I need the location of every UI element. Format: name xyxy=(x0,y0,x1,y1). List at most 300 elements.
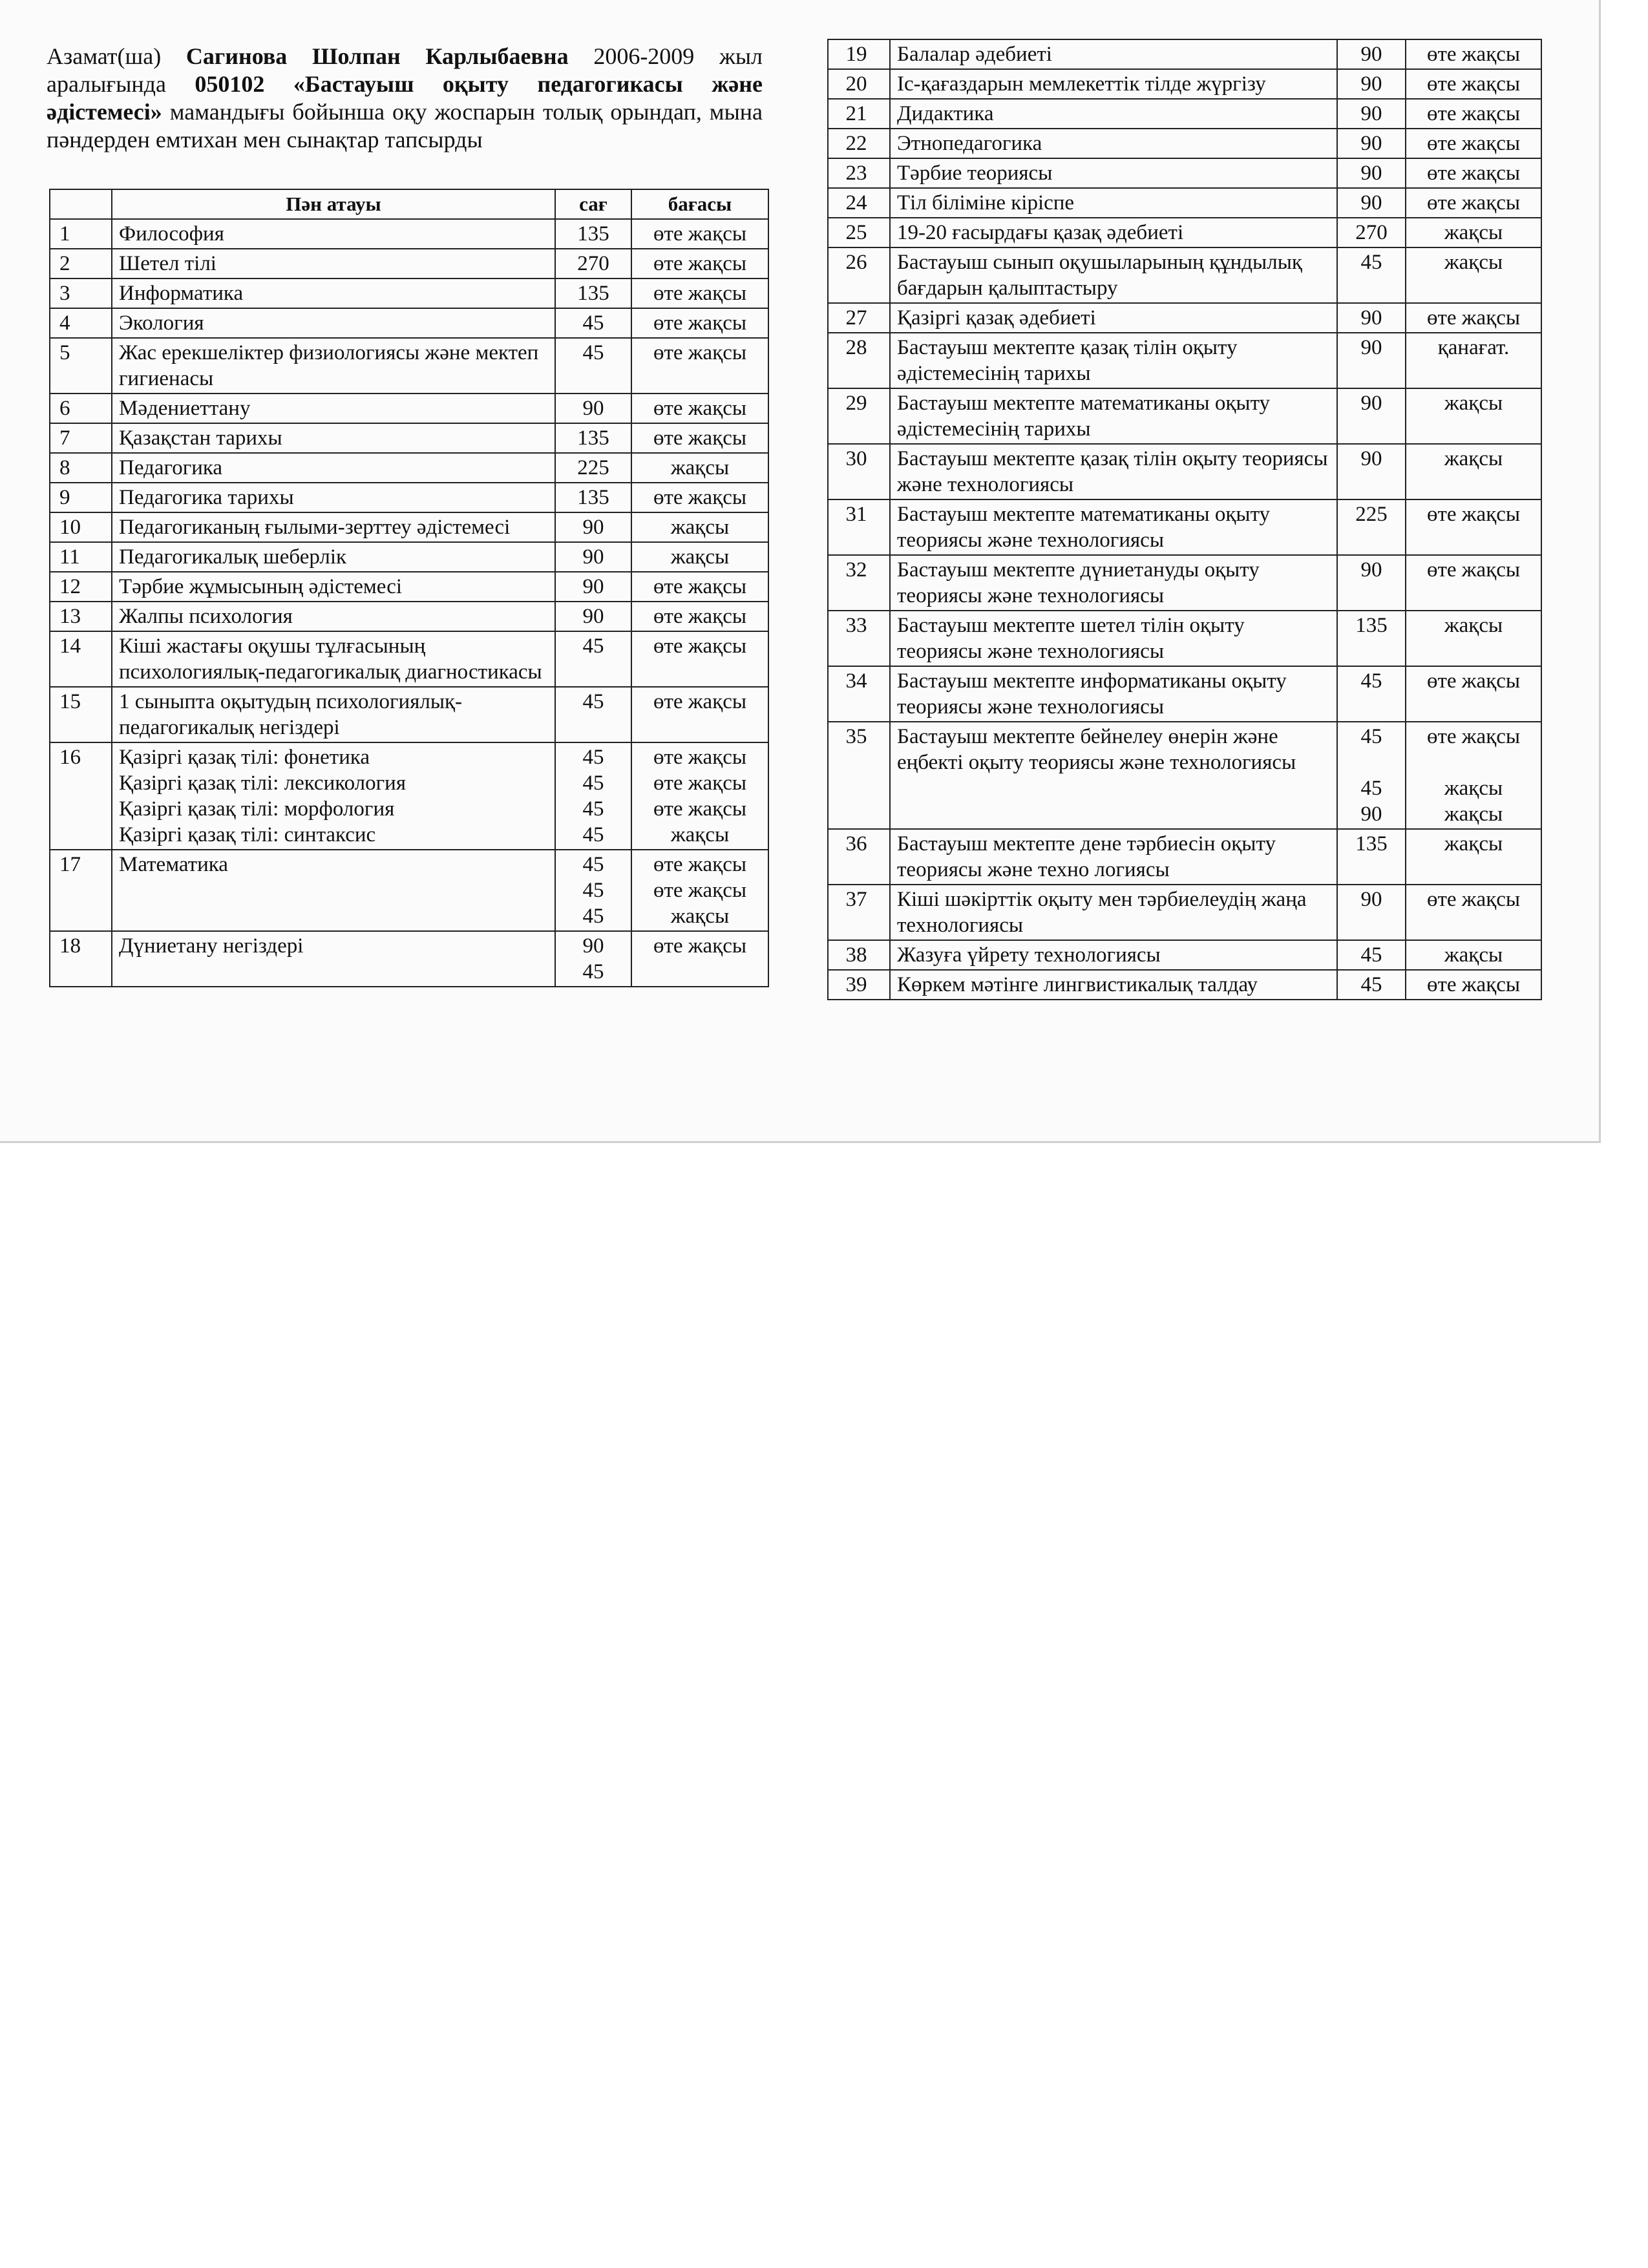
row-number: 24 xyxy=(828,188,890,218)
row-number: 26 xyxy=(828,247,890,303)
hours-value: 90 xyxy=(1360,306,1382,330)
grade-cell xyxy=(1406,499,1541,555)
hours-cell xyxy=(555,219,631,249)
subject-cell xyxy=(112,483,555,512)
grade-value: жақсы xyxy=(670,456,730,479)
subject-name: Көркем мәтінге лингвистикалық талдау xyxy=(897,973,1258,996)
grade-value: өте жақсы xyxy=(653,426,747,450)
grade-value: өте жақсы xyxy=(653,797,747,821)
hours-cell xyxy=(1337,555,1406,611)
hours-cell xyxy=(555,423,631,453)
grade-value: өте жақсы xyxy=(653,222,747,246)
subject-cell xyxy=(112,850,555,931)
hours-value: 90 xyxy=(582,575,604,598)
row-number: 37 xyxy=(828,885,890,940)
hours-value: 225 xyxy=(1355,503,1388,526)
hours-value: 135 xyxy=(577,426,609,450)
subject-cell xyxy=(890,99,1337,129)
row-number: 5 xyxy=(50,338,112,394)
grade-value: жақсы xyxy=(1444,943,1503,967)
header-grade: бағасы xyxy=(631,189,768,219)
intro-period: 2006-2009 жыл аралығында xyxy=(47,43,763,97)
table-row xyxy=(50,512,768,542)
subject-cell xyxy=(112,308,555,338)
subject-name: Қазіргі қазақ әдебиеті xyxy=(897,306,1096,330)
subject-cell xyxy=(112,631,555,687)
subject-name: Бастауыш мектепте бейнелеу өнерін және еңбекті оқыту теориясы және технологиясы xyxy=(897,725,1296,774)
grade-value: жақсы xyxy=(1444,392,1503,415)
hours-cell xyxy=(1337,829,1406,885)
hours-value: 90 xyxy=(582,397,604,420)
subject-cell xyxy=(112,542,555,572)
grade-value: өте жақсы xyxy=(653,311,747,335)
hours-value: 45 xyxy=(582,635,604,658)
subject-cell xyxy=(112,572,555,602)
subject-cell xyxy=(890,39,1337,69)
hours-cell xyxy=(1337,247,1406,303)
hours-value: 45 xyxy=(582,311,604,335)
table-row xyxy=(50,631,768,687)
subject-name: Қазіргі қазақ тілі: морфология xyxy=(119,797,395,821)
grade-cell xyxy=(1406,970,1541,1000)
grade-value: жақсы xyxy=(1444,447,1503,470)
grade-cell xyxy=(631,512,768,542)
grade-cell xyxy=(631,542,768,572)
grade-value: жақсы xyxy=(1444,777,1503,800)
hours-cell xyxy=(555,483,631,512)
subject-name: Бастауыш мектепте дене тәрбиесін оқыту теориясы және техно логиясы xyxy=(897,832,1276,881)
row-number: 17 xyxy=(50,850,112,931)
row-number: 23 xyxy=(828,158,890,188)
hours-value: 90 xyxy=(1360,803,1382,826)
hours-cell xyxy=(1337,940,1406,970)
grade-cell xyxy=(1406,188,1541,218)
row-number: 19 xyxy=(828,39,890,69)
subject-name: Жалпы психология xyxy=(119,605,293,628)
hours-cell xyxy=(555,542,631,572)
row-number: 25 xyxy=(828,218,890,247)
subject-cell xyxy=(112,687,555,742)
subject-name: Кіші шәкірттік оқыту мен тәрбиелеудің жаңа технологиясы xyxy=(897,888,1307,937)
table-row xyxy=(828,829,1541,885)
subject-name: Дүниетану негіздері xyxy=(119,934,304,958)
grade-cell xyxy=(631,572,768,602)
hours-value: 90 xyxy=(1360,132,1382,155)
grade-value: жақсы xyxy=(1444,832,1503,856)
hours-cell xyxy=(555,931,631,987)
grade-value: өте жақсы xyxy=(653,690,747,713)
hours-cell xyxy=(1337,218,1406,247)
subject-cell xyxy=(112,453,555,483)
row-number: 18 xyxy=(50,931,112,987)
intro-paragraph xyxy=(47,43,763,154)
table-header-row xyxy=(50,189,768,219)
table-row xyxy=(828,303,1541,333)
header-subject: Пән атауы xyxy=(112,189,555,219)
grade-value: өте жақсы xyxy=(1426,102,1521,125)
grade-value: қанағат. xyxy=(1437,336,1510,359)
subject-cell xyxy=(112,742,555,850)
hours-value: 45 xyxy=(582,772,604,795)
table-row xyxy=(828,129,1541,158)
grade-value: өте жақсы xyxy=(1426,191,1521,215)
subject-cell xyxy=(112,931,555,987)
row-number: 3 xyxy=(50,278,112,308)
grade-value: өте жақсы xyxy=(653,486,747,509)
row-number: 29 xyxy=(828,388,890,444)
row-number: 22 xyxy=(828,129,890,158)
grade-value: өте жақсы xyxy=(1426,558,1521,582)
table-row xyxy=(828,970,1541,1000)
hours-cell xyxy=(1337,188,1406,218)
subject-cell xyxy=(890,388,1337,444)
row-number: 35 xyxy=(828,722,890,829)
grade-value: өте жақсы xyxy=(1426,725,1521,748)
row-number: 4 xyxy=(50,308,112,338)
grade-cell xyxy=(631,308,768,338)
grade-cell xyxy=(631,687,768,742)
hours-value: 45 xyxy=(582,746,604,769)
subject-cell xyxy=(890,303,1337,333)
subject-name: Тәрбие жұмысының әдістемесі xyxy=(119,575,403,598)
hours-value: 225 xyxy=(577,456,609,479)
hours-value: 45 xyxy=(582,797,604,821)
grade-value: жақсы xyxy=(1444,614,1503,637)
grade-cell xyxy=(1406,444,1541,499)
row-number: 30 xyxy=(828,444,890,499)
subject-cell xyxy=(890,158,1337,188)
intro-prefix: Азамат(ша) xyxy=(47,43,162,69)
table-row xyxy=(828,444,1541,499)
subject-name: Бастауыш мектепте қазақ тілін оқыту әдістемесінің тарихы xyxy=(897,336,1238,385)
table-row xyxy=(828,388,1541,444)
row-number: 13 xyxy=(50,602,112,631)
subject-name: Бастауыш мектепте қазақ тілін оқыту теориясы және технологиясы xyxy=(897,447,1328,496)
subject-name: Қазіргі қазақ тілі: фонетика xyxy=(119,746,370,769)
subject-cell xyxy=(112,512,555,542)
hours-cell xyxy=(555,602,631,631)
table-row xyxy=(828,885,1541,940)
grade-cell xyxy=(631,338,768,394)
row-number: 21 xyxy=(828,99,890,129)
hours-value: 45 xyxy=(1360,943,1382,967)
grade-value: өте жақсы xyxy=(653,746,747,769)
subject-cell xyxy=(890,555,1337,611)
table-row xyxy=(50,423,768,453)
hours-value: 90 xyxy=(582,605,604,628)
row-number: 36 xyxy=(828,829,890,885)
row-number: 11 xyxy=(50,542,112,572)
subject-name: Жазуға үйрету технологиясы xyxy=(897,943,1161,967)
hours-value: 135 xyxy=(1355,614,1388,637)
grade-cell xyxy=(1406,218,1541,247)
subject-cell xyxy=(112,278,555,308)
grade-cell xyxy=(1406,247,1541,303)
subject-name: Кіші жастағы оқушы тұлғасының психологиялық-педагогикалық диагностикасы xyxy=(119,635,542,684)
grade-value: жақсы xyxy=(1444,251,1503,274)
subject-cell xyxy=(890,940,1337,970)
grade-cell xyxy=(1406,69,1541,99)
hours-value: 90 xyxy=(1360,43,1382,66)
table-row xyxy=(50,483,768,512)
row-number: 10 xyxy=(50,512,112,542)
hours-value: 270 xyxy=(577,252,609,275)
table-row xyxy=(828,499,1541,555)
subject-name: Жас ерекшеліктер физиологиясы және мектеп гигиенасы xyxy=(119,341,539,390)
subject-name: Мәдениеттану xyxy=(119,397,251,420)
table-row xyxy=(50,542,768,572)
grade-value: өте жақсы xyxy=(1426,43,1521,66)
hours-cell xyxy=(1337,99,1406,129)
hours-cell xyxy=(555,512,631,542)
hours-cell xyxy=(555,572,631,602)
table-row xyxy=(50,338,768,394)
grade-value: өте жақсы xyxy=(1426,669,1521,693)
grade-cell xyxy=(631,850,768,931)
grade-value: өте жақсы xyxy=(653,772,747,795)
row-number: 38 xyxy=(828,940,890,970)
hours-value: 45 xyxy=(582,823,604,846)
grade-value: өте жақсы xyxy=(1426,306,1521,330)
grade-cell xyxy=(1406,885,1541,940)
subject-cell xyxy=(890,444,1337,499)
hours-cell xyxy=(555,742,631,850)
subject-cell xyxy=(890,69,1337,99)
hours-cell xyxy=(1337,388,1406,444)
hours-value: 45 xyxy=(582,690,604,713)
subject-cell xyxy=(890,218,1337,247)
table-row xyxy=(828,333,1541,388)
grade-cell xyxy=(1406,388,1541,444)
row-number: 9 xyxy=(50,483,112,512)
grade-cell xyxy=(631,423,768,453)
subject-name: Тәрбие теориясы xyxy=(897,162,1053,185)
table-row xyxy=(50,249,768,278)
hours-value: 45 xyxy=(582,905,604,928)
row-number: 16 xyxy=(50,742,112,850)
table-row xyxy=(828,555,1541,611)
grades-table-left xyxy=(49,189,769,987)
row-number: 15 xyxy=(50,687,112,742)
grade-cell xyxy=(1406,611,1541,666)
hours-cell xyxy=(555,249,631,278)
hours-value: 45 xyxy=(582,960,604,983)
hours-value: 45 xyxy=(1360,725,1382,748)
hours-cell xyxy=(555,308,631,338)
grade-value: өте жақсы xyxy=(1426,503,1521,526)
subject-cell xyxy=(890,129,1337,158)
subject-name: 1 сыныпта оқытудың психологиялық-педагогикалық негіздері xyxy=(119,690,463,739)
subject-cell xyxy=(112,219,555,249)
hours-value: 90 xyxy=(582,545,604,569)
subject-name: Бастауыш мектепте информатиканы оқыту теориясы және технологиясы xyxy=(897,669,1287,719)
table-row xyxy=(828,39,1541,69)
hours-cell xyxy=(1337,444,1406,499)
grade-cell xyxy=(1406,129,1541,158)
grade-cell xyxy=(1406,940,1541,970)
grade-cell xyxy=(1406,303,1541,333)
subject-name: Информатика xyxy=(119,282,244,305)
hours-value: 135 xyxy=(1355,832,1388,856)
grade-value xyxy=(1413,750,1534,775)
hours-cell xyxy=(1337,333,1406,388)
grade-value: өте жақсы xyxy=(653,341,747,364)
hours-cell xyxy=(1337,129,1406,158)
hours-cell xyxy=(1337,885,1406,940)
hours-cell xyxy=(555,278,631,308)
hours-value: 90 xyxy=(1360,162,1382,185)
hours-cell xyxy=(1337,69,1406,99)
hours-cell xyxy=(1337,39,1406,69)
grade-cell xyxy=(1406,158,1541,188)
row-number: 7 xyxy=(50,423,112,453)
subject-cell xyxy=(890,499,1337,555)
row-number: 20 xyxy=(828,69,890,99)
hours-cell xyxy=(555,850,631,931)
subject-cell xyxy=(890,666,1337,722)
grade-cell xyxy=(631,602,768,631)
hours-value: 90 xyxy=(582,934,604,958)
hours-cell xyxy=(555,631,631,687)
subject-name: Шетел тілі xyxy=(119,252,217,275)
subject-cell xyxy=(890,188,1337,218)
grade-cell xyxy=(631,931,768,987)
intro-suffix: мамандығы бойынша оқу жоспарын толық орындап, мына пәндерден емтихан мен сынақтар тапсырды xyxy=(47,99,763,152)
hours-value: 135 xyxy=(577,486,609,509)
row-number: 31 xyxy=(828,499,890,555)
hours-cell xyxy=(1337,666,1406,722)
subject-name: Бастауыш мектепте шетел тілін оқыту теориясы және технологиясы xyxy=(897,614,1245,663)
row-number: 39 xyxy=(828,970,890,1000)
grade-cell xyxy=(631,394,768,423)
grade-cell xyxy=(1406,99,1541,129)
hours-value: 90 xyxy=(1360,336,1382,359)
header-hours: сағ xyxy=(555,189,631,219)
table-row xyxy=(50,687,768,742)
grade-value: өте жақсы xyxy=(653,282,747,305)
grade-value: өте жақсы xyxy=(653,879,747,902)
hours-value: 135 xyxy=(577,222,609,246)
table-row xyxy=(828,218,1541,247)
grade-cell xyxy=(1406,722,1541,829)
grades-table-right xyxy=(827,39,1542,1000)
grade-cell xyxy=(1406,39,1541,69)
grade-value: жақсы xyxy=(1444,803,1503,826)
hours-cell xyxy=(1337,722,1406,829)
table-row xyxy=(50,453,768,483)
subject-cell xyxy=(890,247,1337,303)
subject-name: Педагогикалық шеберлік xyxy=(119,545,347,569)
grade-cell xyxy=(1406,666,1541,722)
hours-cell xyxy=(555,394,631,423)
row-number: 14 xyxy=(50,631,112,687)
grade-value: өте жақсы xyxy=(1426,72,1521,96)
subject-name: Экология xyxy=(119,311,204,335)
subject-name: Дидактика xyxy=(897,102,994,125)
row-number: 2 xyxy=(50,249,112,278)
hours-value: 90 xyxy=(582,516,604,539)
subject-name: Этнопедагогика xyxy=(897,132,1042,155)
subject-name: Қазақстан тарихы xyxy=(119,426,282,450)
hours-value: 270 xyxy=(1355,221,1388,244)
subject-name: Педагогика тарихы xyxy=(119,486,294,509)
grade-value: өте жақсы xyxy=(653,252,747,275)
table-row xyxy=(828,158,1541,188)
subject-name: Бастауыш сынып оқушыларының құндылық бағдарын қалыптастыру xyxy=(897,251,1302,300)
hours-cell xyxy=(555,338,631,394)
subject-name: Бастауыш мектепте математиканы оқыту әдістемесінің тарихы xyxy=(897,392,1271,441)
subject-name: Қазіргі қазақ тілі: синтаксис xyxy=(119,823,376,846)
grade-value: жақсы xyxy=(670,823,730,846)
hours-value: 90 xyxy=(1360,72,1382,96)
table-row xyxy=(828,99,1541,129)
table-row xyxy=(50,394,768,423)
table-row xyxy=(50,602,768,631)
subject-cell xyxy=(112,423,555,453)
row-number: 6 xyxy=(50,394,112,423)
grade-value: өте жақсы xyxy=(653,635,747,658)
row-number: 28 xyxy=(828,333,890,388)
subject-cell xyxy=(890,970,1337,1000)
grade-cell xyxy=(631,483,768,512)
grade-cell xyxy=(631,631,768,687)
grade-cell xyxy=(631,453,768,483)
grade-value: өте жақсы xyxy=(1426,162,1521,185)
hours-cell xyxy=(555,453,631,483)
table-row xyxy=(828,666,1541,722)
student-name: Сагинова Шолпан Карлыбаевна xyxy=(185,43,569,69)
subject-name: Іс-қағаздарын мемлекеттік тілде жүргізу xyxy=(897,72,1266,96)
table-row xyxy=(50,742,768,850)
hours-value: 90 xyxy=(1360,558,1382,582)
grade-cell xyxy=(1406,555,1541,611)
grade-cell xyxy=(631,742,768,850)
table-row xyxy=(828,611,1541,666)
grade-value: өте жақсы xyxy=(653,575,747,598)
row-number: 1 xyxy=(50,219,112,249)
subject-cell xyxy=(890,829,1337,885)
table-row xyxy=(50,572,768,602)
subject-name: Педагогика xyxy=(119,456,223,479)
table-row xyxy=(50,278,768,308)
grade-value: өте жақсы xyxy=(653,605,747,628)
table-row xyxy=(50,219,768,249)
grade-value: өте жақсы xyxy=(1426,888,1521,911)
grade-value: өте жақсы xyxy=(1426,132,1521,155)
hours-value: 90 xyxy=(1360,888,1382,911)
subject-name: Балалар әдебиеті xyxy=(897,43,1052,66)
grade-cell xyxy=(631,278,768,308)
row-number: 32 xyxy=(828,555,890,611)
row-number: 34 xyxy=(828,666,890,722)
subject-cell xyxy=(890,333,1337,388)
grade-value: өте жақсы xyxy=(653,853,747,876)
subject-cell xyxy=(112,394,555,423)
hours-value: 45 xyxy=(1360,251,1382,274)
header-number xyxy=(50,189,112,219)
grade-cell xyxy=(631,219,768,249)
hours-cell xyxy=(1337,499,1406,555)
table-row xyxy=(50,308,768,338)
hours-cell xyxy=(1337,611,1406,666)
subject-name: 19-20 ғасырдағы қазақ әдебиеті xyxy=(897,221,1184,244)
table-row xyxy=(828,188,1541,218)
subject-cell xyxy=(890,611,1337,666)
grade-value: жақсы xyxy=(670,545,730,569)
hours-value: 135 xyxy=(577,282,609,305)
subject-name: Философия xyxy=(119,222,224,246)
hours-value: 90 xyxy=(1360,392,1382,415)
